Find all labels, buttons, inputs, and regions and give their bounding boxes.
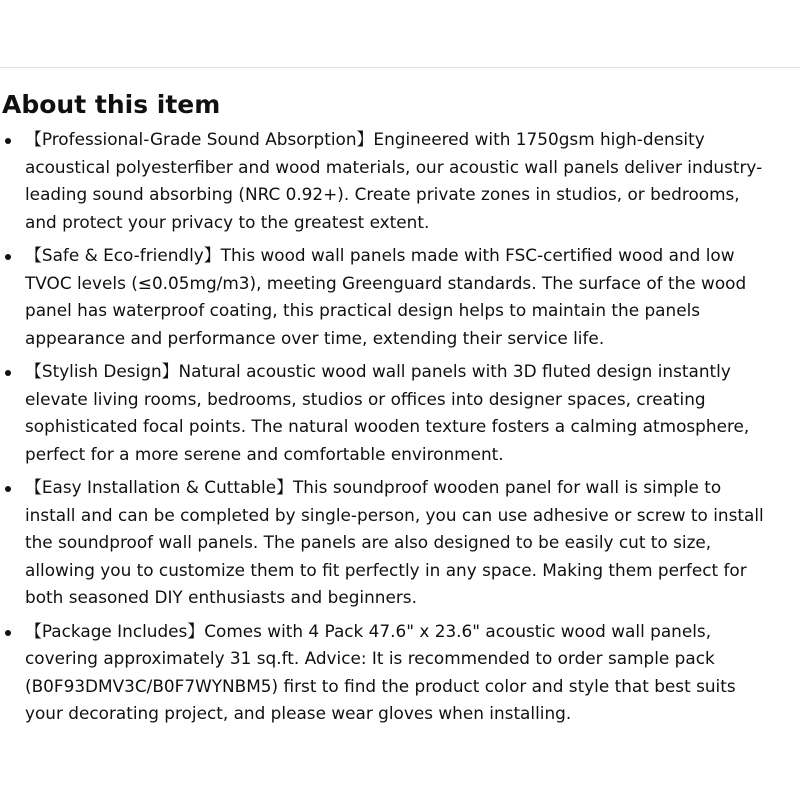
- feature-bullet-text-line: elevate living rooms, bedrooms, studios or offices into designer spaces, creating: [25, 389, 706, 410]
- feature-bullet-text-line: 【Easy Installation & Cuttable】This soundproof wooden panel for wall is simple to: [25, 478, 722, 498]
- feature-bullet-text-line: appearance and performance over time, extending their service life.: [25, 328, 605, 349]
- feature-bullet-text-line: sophisticated focal points. The natural wooden texture fosters a calming atmosphere,: [25, 417, 750, 437]
- feature-bullet-text-line: 【Professional-Grade Sound Absorption】Engineered with 1750gsm high-density: [25, 130, 705, 150]
- feature-bullet: [0, 619, 800, 729]
- section-divider: [0, 67, 800, 68]
- feature-bullet-text-line: 【Package Includes】Comes with 4 Pack 47.6" x 23.6" acoustic wood wall panels,: [25, 621, 712, 642]
- feature-bullet-text-line: perfect for a more serene and comfortable environment.: [25, 444, 504, 465]
- feature-bullet-text-line: covering approximately 31 sq.ft. Advice: It is recommended to order sample pack: [25, 649, 715, 669]
- feature-bullet: [0, 475, 800, 613]
- feature-bullet-list: [0, 127, 800, 735]
- bullet-dot-icon: [5, 254, 11, 260]
- feature-bullet: [0, 359, 800, 469]
- feature-bullet-text-line: your decorating project, and please wear gloves when installing.: [25, 704, 572, 724]
- feature-bullet-text-line: acoustical polyesterfiber and wood materials, our acoustic wall panels deliver industry-: [25, 157, 763, 178]
- feature-bullet-text-line: install and can be completed by single-person, you can use adhesive or screw to install: [25, 505, 764, 526]
- feature-bullet-text-line: both seasoned DIY enthusiasts and beginners.: [25, 588, 417, 608]
- feature-bullet-text-line: the soundproof wall panels. The panels are also designed to be easily cut to size,: [25, 533, 712, 553]
- bullet-dot-icon: [5, 630, 11, 636]
- feature-bullet: [0, 127, 800, 237]
- feature-bullet-text-line: 【Stylish Design】Natural acoustic wood wall panels with 3D fluted design instantly: [25, 362, 731, 382]
- feature-bullet-text-line: TVOC levels (≤0.05mg/m3), meeting Greenguard standards. The surface of the wood: [25, 273, 747, 294]
- bullet-dot-icon: [5, 370, 11, 376]
- feature-bullet-text-line: and protect your privacy to the greatest extent.: [25, 212, 430, 233]
- bullet-dot-icon: [5, 138, 11, 144]
- feature-bullet-text-line: 【Safe & Eco-friendly】This wood wall panels made with FSC-certified wood and low: [25, 246, 735, 266]
- feature-bullet-text-line: panel has waterproof coating, this practical design helps to maintain the panels: [25, 301, 701, 321]
- section-title: About this item: [2, 90, 221, 119]
- feature-bullet-text-line: (B0F93DMV3C/B0F7WYNBM5) first to find the product color and style that best suits: [25, 676, 736, 697]
- feature-bullet-text-line: allowing you to customize them to fit perfectly in any space. Making them perfect for: [25, 560, 747, 581]
- bullet-dot-icon: [5, 486, 11, 492]
- feature-bullet-text-line: leading sound absorbing (NRC 0.92+). Create private zones in studios, or bedrooms,: [25, 185, 740, 205]
- feature-bullet: [0, 243, 800, 353]
